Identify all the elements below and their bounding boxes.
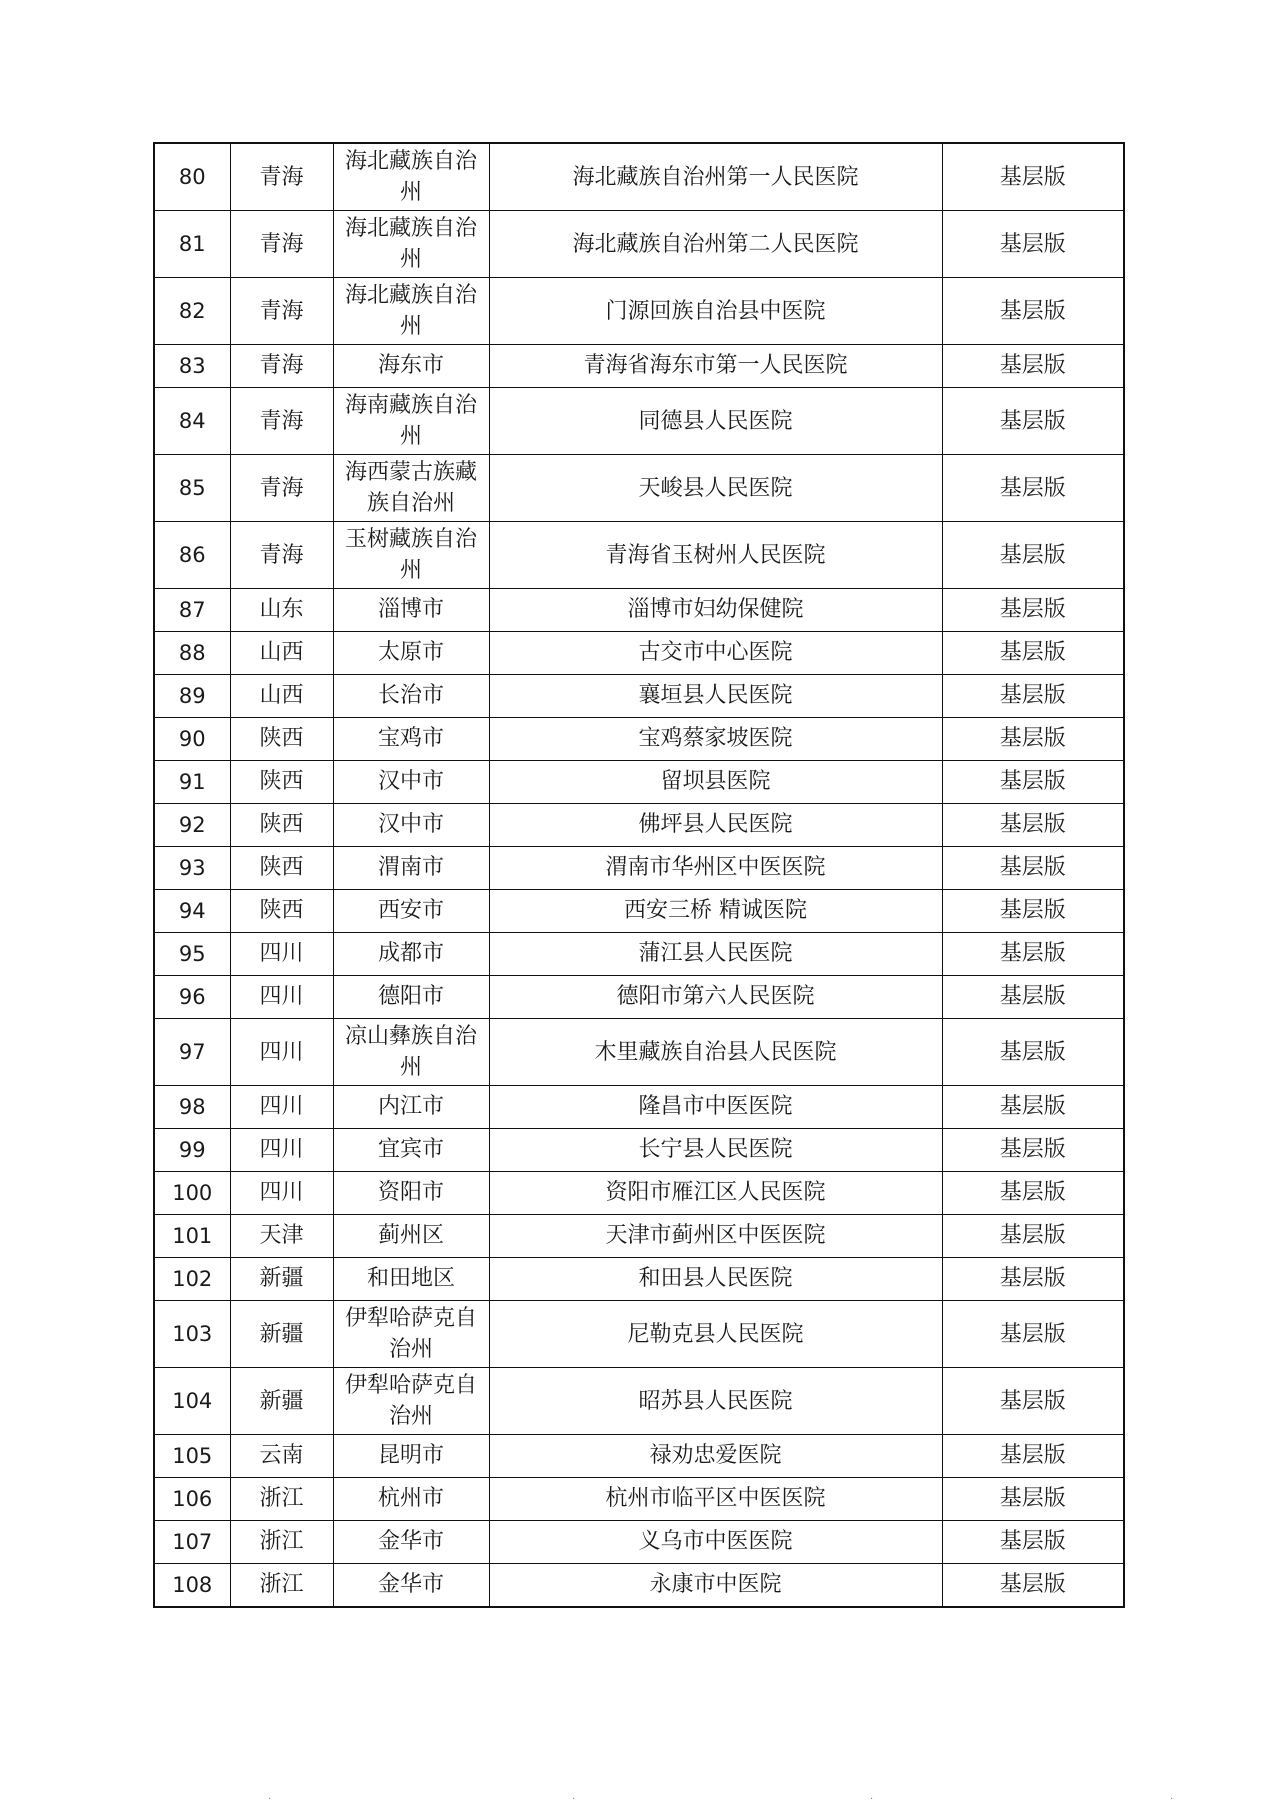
table-row — [154, 1301, 1124, 1368]
cell-hospital: 禄劝忠爱医院 — [489, 1435, 942, 1478]
hospital-list-table — [153, 142, 1125, 1608]
cell-number: 108 — [154, 1564, 230, 1608]
cell-number: 99 — [154, 1129, 230, 1172]
cell-province: 青海 — [230, 388, 333, 455]
cell-hospital: 古交市中心医院 — [489, 632, 942, 675]
cell-province: 新疆 — [230, 1301, 333, 1368]
cell-province: 浙江 — [230, 1564, 333, 1608]
cell-hospital: 海北藏族自治州第一人民医院 — [489, 143, 942, 211]
cell-version: 基层版 — [942, 345, 1124, 388]
cell-province: 云南 — [230, 1435, 333, 1478]
cell-version: 基层版 — [942, 589, 1124, 632]
cell-number: 96 — [154, 976, 230, 1019]
table-row — [154, 675, 1124, 718]
table-row — [154, 890, 1124, 933]
table-row — [154, 804, 1124, 847]
cell-city: 汉中市 — [333, 804, 489, 847]
table-row — [154, 278, 1124, 345]
cell-hospital: 蒲江县人民医院 — [489, 933, 942, 976]
cell-hospital: 佛坪县人民医院 — [489, 804, 942, 847]
cell-number: 106 — [154, 1478, 230, 1521]
table-row — [154, 345, 1124, 388]
cell-version: 基层版 — [942, 632, 1124, 675]
table-row — [154, 388, 1124, 455]
scan-mark: · — [268, 1794, 272, 1805]
cell-city: 长治市 — [333, 675, 489, 718]
cell-version: 基层版 — [942, 522, 1124, 589]
cell-city: 海北藏族自治州 — [333, 211, 489, 278]
cell-city: 海东市 — [333, 345, 489, 388]
cell-province: 四川 — [230, 1129, 333, 1172]
cell-province: 陕西 — [230, 847, 333, 890]
cell-version: 基层版 — [942, 1368, 1124, 1435]
cell-hospital: 资阳市雁江区人民医院 — [489, 1172, 942, 1215]
cell-hospital: 隆昌市中医医院 — [489, 1086, 942, 1129]
cell-number: 80 — [154, 143, 230, 211]
cell-province: 四川 — [230, 976, 333, 1019]
cell-number: 84 — [154, 388, 230, 455]
cell-version: 基层版 — [942, 1172, 1124, 1215]
cell-number: 107 — [154, 1521, 230, 1564]
cell-city: 宝鸡市 — [333, 718, 489, 761]
cell-number: 83 — [154, 345, 230, 388]
cell-number: 89 — [154, 675, 230, 718]
cell-province: 山西 — [230, 632, 333, 675]
cell-hospital: 杭州市临平区中医医院 — [489, 1478, 942, 1521]
cell-version: 基层版 — [942, 1301, 1124, 1368]
cell-city: 淄博市 — [333, 589, 489, 632]
cell-version: 基层版 — [942, 847, 1124, 890]
cell-version: 基层版 — [942, 455, 1124, 522]
cell-city: 太原市 — [333, 632, 489, 675]
table-row — [154, 1019, 1124, 1086]
cell-version: 基层版 — [942, 718, 1124, 761]
table-row — [154, 632, 1124, 675]
cell-number: 94 — [154, 890, 230, 933]
cell-city: 海北藏族自治州 — [333, 143, 489, 211]
cell-version: 基层版 — [942, 1564, 1124, 1608]
cell-hospital: 木里藏族自治县人民医院 — [489, 1019, 942, 1086]
cell-city: 海北藏族自治州 — [333, 278, 489, 345]
cell-hospital: 宝鸡蔡家坡医院 — [489, 718, 942, 761]
table-row — [154, 522, 1124, 589]
cell-city: 昆明市 — [333, 1435, 489, 1478]
cell-city: 伊犁哈萨克自治州 — [333, 1301, 489, 1368]
cell-city: 伊犁哈萨克自治州 — [333, 1368, 489, 1435]
cell-province: 青海 — [230, 211, 333, 278]
cell-city: 和田地区 — [333, 1258, 489, 1301]
cell-version: 基层版 — [942, 278, 1124, 345]
cell-hospital: 尼勒克县人民医院 — [489, 1301, 942, 1368]
cell-province: 浙江 — [230, 1478, 333, 1521]
cell-hospital: 襄垣县人民医院 — [489, 675, 942, 718]
table-row — [154, 1564, 1124, 1608]
cell-number: 101 — [154, 1215, 230, 1258]
cell-hospital: 青海省海东市第一人民医院 — [489, 345, 942, 388]
cell-hospital: 昭苏县人民医院 — [489, 1368, 942, 1435]
cell-hospital: 海北藏族自治州第二人民医院 — [489, 211, 942, 278]
scan-mark: · — [870, 1794, 874, 1805]
cell-version: 基层版 — [942, 388, 1124, 455]
cell-province: 陕西 — [230, 890, 333, 933]
cell-hospital: 义乌市中医医院 — [489, 1521, 942, 1564]
cell-city: 金华市 — [333, 1521, 489, 1564]
cell-hospital: 天峻县人民医院 — [489, 455, 942, 522]
cell-city: 西安市 — [333, 890, 489, 933]
cell-province: 青海 — [230, 345, 333, 388]
cell-province: 青海 — [230, 143, 333, 211]
cell-city: 渭南市 — [333, 847, 489, 890]
cell-hospital: 同德县人民医院 — [489, 388, 942, 455]
cell-city: 汉中市 — [333, 761, 489, 804]
table-row — [154, 1215, 1124, 1258]
cell-province: 四川 — [230, 1019, 333, 1086]
table-row — [154, 1086, 1124, 1129]
cell-version: 基层版 — [942, 761, 1124, 804]
cell-number: 86 — [154, 522, 230, 589]
cell-hospital: 永康市中医院 — [489, 1564, 942, 1608]
cell-number: 98 — [154, 1086, 230, 1129]
cell-province: 陕西 — [230, 761, 333, 804]
table-body — [154, 143, 1124, 1607]
cell-number: 93 — [154, 847, 230, 890]
cell-province: 山东 — [230, 589, 333, 632]
cell-hospital: 西安三桥 精诚医院 — [489, 890, 942, 933]
cell-version: 基层版 — [942, 1086, 1124, 1129]
cell-version: 基层版 — [942, 143, 1124, 211]
cell-province: 青海 — [230, 455, 333, 522]
cell-city: 玉树藏族自治州 — [333, 522, 489, 589]
cell-number: 95 — [154, 933, 230, 976]
scan-mark: · — [1170, 1794, 1174, 1805]
table-row — [154, 1129, 1124, 1172]
cell-version: 基层版 — [942, 1521, 1124, 1564]
cell-version: 基层版 — [942, 675, 1124, 718]
cell-number: 88 — [154, 632, 230, 675]
cell-number: 105 — [154, 1435, 230, 1478]
cell-city: 杭州市 — [333, 1478, 489, 1521]
cell-province: 陕西 — [230, 804, 333, 847]
table-row — [154, 761, 1124, 804]
cell-hospital: 德阳市第六人民医院 — [489, 976, 942, 1019]
cell-city: 内江市 — [333, 1086, 489, 1129]
table-row — [154, 589, 1124, 632]
table-row — [154, 1368, 1124, 1435]
cell-city: 成都市 — [333, 933, 489, 976]
cell-hospital: 淄博市妇幼保健院 — [489, 589, 942, 632]
cell-hospital: 天津市蓟州区中医医院 — [489, 1215, 942, 1258]
cell-number: 82 — [154, 278, 230, 345]
cell-province: 浙江 — [230, 1521, 333, 1564]
cell-number: 81 — [154, 211, 230, 278]
cell-city: 海南藏族自治州 — [333, 388, 489, 455]
cell-version: 基层版 — [942, 804, 1124, 847]
cell-version: 基层版 — [942, 1435, 1124, 1478]
cell-version: 基层版 — [942, 933, 1124, 976]
cell-hospital: 长宁县人民医院 — [489, 1129, 942, 1172]
cell-number: 102 — [154, 1258, 230, 1301]
cell-province: 天津 — [230, 1215, 333, 1258]
cell-number: 85 — [154, 455, 230, 522]
cell-version: 基层版 — [942, 976, 1124, 1019]
cell-province: 青海 — [230, 278, 333, 345]
cell-number: 104 — [154, 1368, 230, 1435]
table-row — [154, 976, 1124, 1019]
cell-province: 陕西 — [230, 718, 333, 761]
cell-version: 基层版 — [942, 1019, 1124, 1086]
cell-hospital: 渭南市华州区中医医院 — [489, 847, 942, 890]
cell-province: 山西 — [230, 675, 333, 718]
table-row — [154, 211, 1124, 278]
cell-hospital: 留坝县医院 — [489, 761, 942, 804]
cell-version: 基层版 — [942, 211, 1124, 278]
table-row — [154, 1478, 1124, 1521]
cell-city: 宜宾市 — [333, 1129, 489, 1172]
cell-number: 90 — [154, 718, 230, 761]
cell-number: 97 — [154, 1019, 230, 1086]
cell-city: 金华市 — [333, 1564, 489, 1608]
cell-city: 德阳市 — [333, 976, 489, 1019]
cell-version: 基层版 — [942, 890, 1124, 933]
cell-province: 新疆 — [230, 1368, 333, 1435]
cell-city: 资阳市 — [333, 1172, 489, 1215]
cell-province: 四川 — [230, 933, 333, 976]
cell-province: 新疆 — [230, 1258, 333, 1301]
cell-province: 青海 — [230, 522, 333, 589]
cell-number: 87 — [154, 589, 230, 632]
cell-city: 海西蒙古族藏族自治州 — [333, 455, 489, 522]
table-row — [154, 143, 1124, 211]
cell-province: 四川 — [230, 1172, 333, 1215]
cell-hospital: 门源回族自治县中医院 — [489, 278, 942, 345]
cell-hospital: 青海省玉树州人民医院 — [489, 522, 942, 589]
table-row — [154, 718, 1124, 761]
cell-city: 凉山彝族自治州 — [333, 1019, 489, 1086]
cell-number: 103 — [154, 1301, 230, 1368]
table-row — [154, 1258, 1124, 1301]
cell-version: 基层版 — [942, 1215, 1124, 1258]
table-row — [154, 847, 1124, 890]
scan-mark: · — [572, 1794, 576, 1805]
cell-number: 92 — [154, 804, 230, 847]
cell-version: 基层版 — [942, 1258, 1124, 1301]
cell-number: 100 — [154, 1172, 230, 1215]
cell-hospital: 和田县人民医院 — [489, 1258, 942, 1301]
table-row — [154, 1521, 1124, 1564]
table-row — [154, 933, 1124, 976]
cell-number: 91 — [154, 761, 230, 804]
table-row — [154, 455, 1124, 522]
cell-city: 蓟州区 — [333, 1215, 489, 1258]
table-row — [154, 1435, 1124, 1478]
cell-province: 四川 — [230, 1086, 333, 1129]
table-row — [154, 1172, 1124, 1215]
cell-version: 基层版 — [942, 1478, 1124, 1521]
cell-version: 基层版 — [942, 1129, 1124, 1172]
